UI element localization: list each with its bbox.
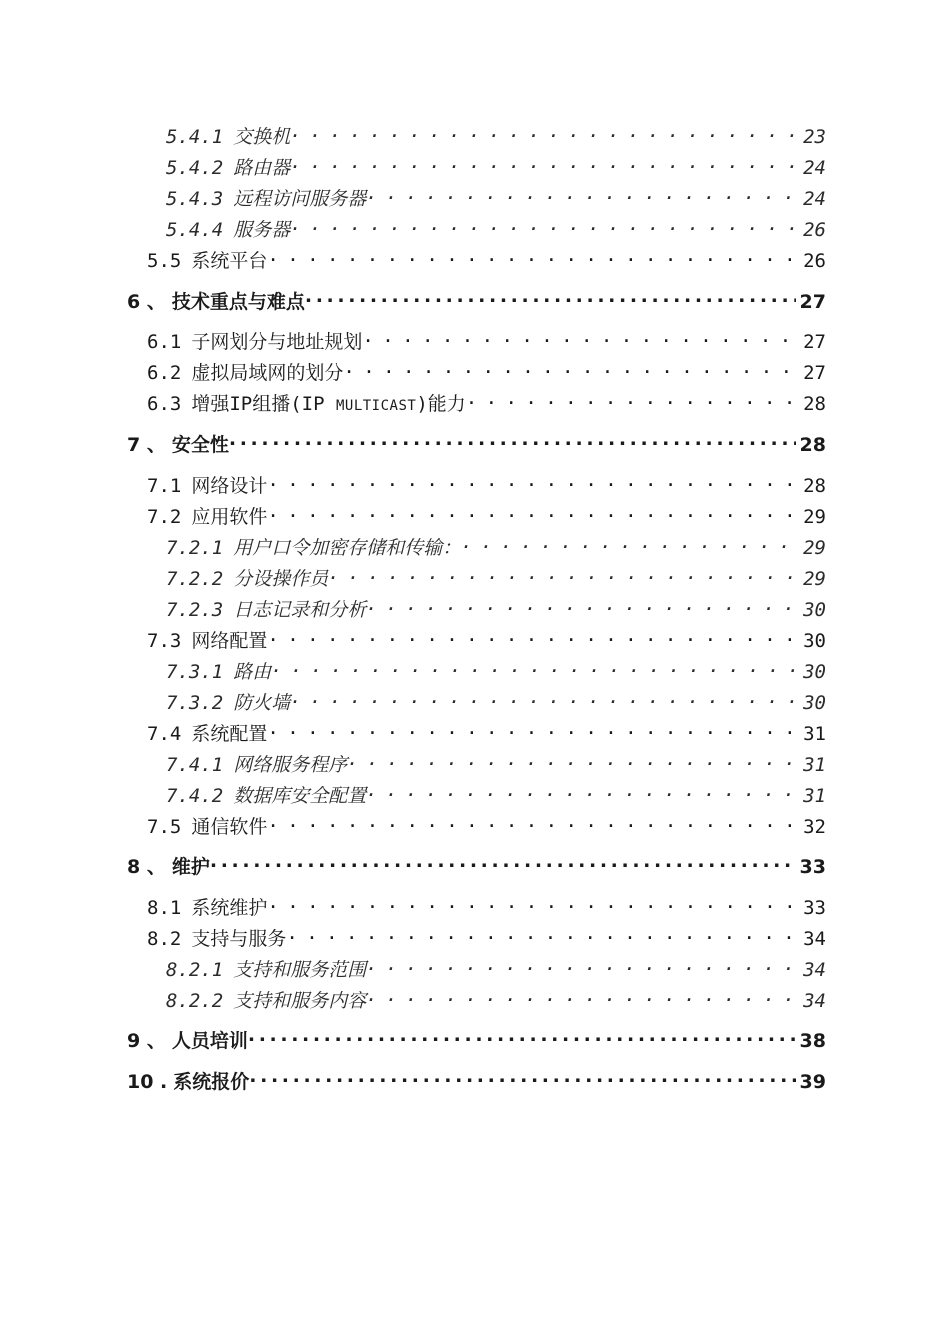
toc-page: 30 [803,692,826,714]
dot-leader [362,324,799,348]
toc-title: 网络服务程序 [233,754,348,776]
toc-number: 7.2.3 [166,599,224,621]
toc-entry[interactable] [166,685,826,715]
dot-leader [249,1064,795,1088]
toc-number: 5.4.1 [166,126,224,148]
dot-leader [267,809,799,833]
toc-page: 30 [803,630,826,652]
toc-page: 38 [799,1030,826,1052]
toc-entry[interactable] [166,530,826,560]
toc-title: 用户口令加密存储和传输： [233,537,462,559]
toc-number: 9 、 [127,1030,166,1052]
toc-title: 人员培训 [171,1030,248,1052]
toc-page: 28 [803,475,826,497]
toc-title: 系统报价 [173,1071,250,1093]
toc-title: 交换机 [233,126,291,148]
toc-page: 28 [803,393,826,415]
dot-leader [267,716,799,740]
toc-title: 服务器 [233,219,291,241]
toc-page: 27 [803,331,826,353]
toc-title: 路由器 [233,157,291,179]
toc-number: 7.4.1 [166,754,224,776]
toc-entry[interactable] [147,809,826,839]
dot-leader [343,355,799,379]
toc-entry[interactable] [166,181,826,211]
toc-entry[interactable] [166,592,826,622]
toc-chapter[interactable] [127,284,826,314]
toc-page: 34 [803,990,826,1012]
toc-entry[interactable] [166,654,826,684]
dot-leader [366,952,799,976]
toc-number: 7 、 [127,434,166,456]
toc-number: 8 、 [127,856,166,878]
toc-title: 日志记录和分析 [233,599,367,621]
dot-leader [347,747,799,771]
dot-leader [210,849,796,873]
toc-entry[interactable] [147,499,826,529]
dot-leader [366,778,799,802]
toc-entry[interactable] [147,468,826,498]
dot-leader [466,386,799,410]
toc-page: 30 [803,661,826,683]
toc-entry[interactable] [166,212,826,242]
toc-entry[interactable] [166,119,826,149]
dot-leader [290,119,799,143]
toc-entry[interactable] [147,324,826,354]
toc-number: 7.3 [147,630,182,652]
toc-title: 维护 [171,856,210,878]
toc-title: 分设操作员 [233,568,329,590]
dot-leader [366,181,799,205]
toc-page: 24 [803,157,826,179]
dot-leader [267,623,799,647]
toc-number: 6 、 [127,291,166,313]
dot-leader [271,654,799,678]
toc-title: 防火墙 [233,692,291,714]
toc-title: 应用软件 [191,506,268,528]
toc-page: 23 [803,126,826,148]
toc-page: 27 [799,291,826,313]
toc-page: 28 [799,434,826,456]
toc-entry[interactable] [147,623,826,653]
toc-title-smallcaps: MULTICAST [335,398,417,414]
toc-page: 26 [803,219,826,241]
toc-number: 7.1 [147,475,182,497]
toc-number: 6.1 [147,331,182,353]
dot-leader [328,561,799,585]
dot-leader [267,890,799,914]
toc-number: 8.2.1 [166,959,224,981]
toc-title: 远程访问服务器 [233,188,367,210]
toc-title: 网络配置 [191,630,268,652]
toc-title: 支持和服务范围 [233,959,367,981]
toc-chapter[interactable] [127,1064,826,1094]
dot-leader [267,243,799,267]
toc-page: 26 [803,250,826,272]
dot-leader [267,499,799,523]
toc-title: 技术重点与难点 [171,291,305,313]
toc-page: 31 [803,754,826,776]
dot-leader [366,983,799,1007]
toc-number: 7.4 [147,723,182,745]
toc-title: 路由 [233,661,272,683]
dot-leader [290,150,799,174]
toc-page: 31 [803,785,826,807]
toc-number: 8.2 [147,928,182,950]
toc-entry[interactable] [166,983,826,1013]
toc-number: 5.5 [147,250,182,272]
toc-title: 系统配置 [191,723,268,745]
toc-page: 33 [799,856,826,878]
toc-number: 8.2.2 [166,990,224,1012]
toc-number: 7.5 [147,816,182,838]
dot-leader [461,530,799,554]
toc-page: 29 [803,568,826,590]
toc-title: 系统维护 [191,897,268,919]
toc-title: 安全性 [171,434,229,456]
toc-page: 31 [803,723,826,745]
toc-number: 7.2.1 [166,537,224,559]
dot-leader [290,212,799,236]
toc-title-part: )能力 [416,393,466,415]
toc-title-part: 增强IP组播(IP [191,393,336,415]
toc-page: 24 [803,188,826,210]
dot-leader [305,284,796,308]
toc-number: 7.2.2 [166,568,224,590]
toc-entry[interactable] [147,921,826,951]
dot-leader [248,1023,796,1047]
toc-title: 虚拟局域网的划分 [191,362,344,384]
toc-page: 29 [803,537,826,559]
toc-number: 7.3.1 [166,661,224,683]
dot-leader [290,685,799,709]
toc-number: 8.1 [147,897,182,919]
toc-number: 7.3.2 [166,692,224,714]
toc-title: 支持与服务 [191,928,287,950]
toc-entry[interactable] [147,355,826,385]
dot-leader [229,427,796,451]
toc-title: 支持和服务内容 [233,990,367,1012]
toc-title: 通信软件 [191,816,268,838]
toc-entry[interactable] [166,150,826,180]
toc-entry[interactable] [147,386,826,418]
toc-number: 6.3 [147,393,182,415]
toc-page: 30 [803,599,826,621]
toc-page: 39 [799,1071,826,1093]
toc-number: 7.2 [147,506,182,528]
toc-title: 系统平台 [191,250,268,272]
toc-number: 6.2 [147,362,182,384]
toc-page: 33 [803,897,826,919]
toc-title: 子网划分与地址规划 [191,331,363,353]
toc-chapter[interactable] [127,427,826,457]
toc-page: 29 [803,506,826,528]
dot-leader [366,592,799,616]
toc-entry[interactable] [166,747,826,777]
toc-entry[interactable] [147,243,826,273]
toc-title [191,392,465,418]
toc-page: 27 [803,362,826,384]
toc-title: 数据库安全配置 [233,785,367,807]
toc-entry[interactable] [147,890,826,920]
toc-entry[interactable] [147,716,826,746]
toc-entry[interactable] [166,561,826,591]
toc-number: 5.4.2 [166,157,224,179]
toc-number: 10 . [127,1071,168,1093]
toc-chapter[interactable] [127,1023,826,1053]
dot-leader [286,921,799,945]
toc-page: 34 [803,928,826,950]
toc-number: 5.4.4 [166,219,224,241]
toc-title: 网络设计 [191,475,268,497]
toc-entry[interactable] [166,778,826,808]
toc-page: 32 [803,816,826,838]
toc-entry[interactable] [166,952,826,982]
toc-page: 34 [803,959,826,981]
toc-number: 5.4.3 [166,188,224,210]
toc-number: 7.4.2 [166,785,224,807]
dot-leader [267,468,799,492]
toc-chapter[interactable] [127,849,826,879]
